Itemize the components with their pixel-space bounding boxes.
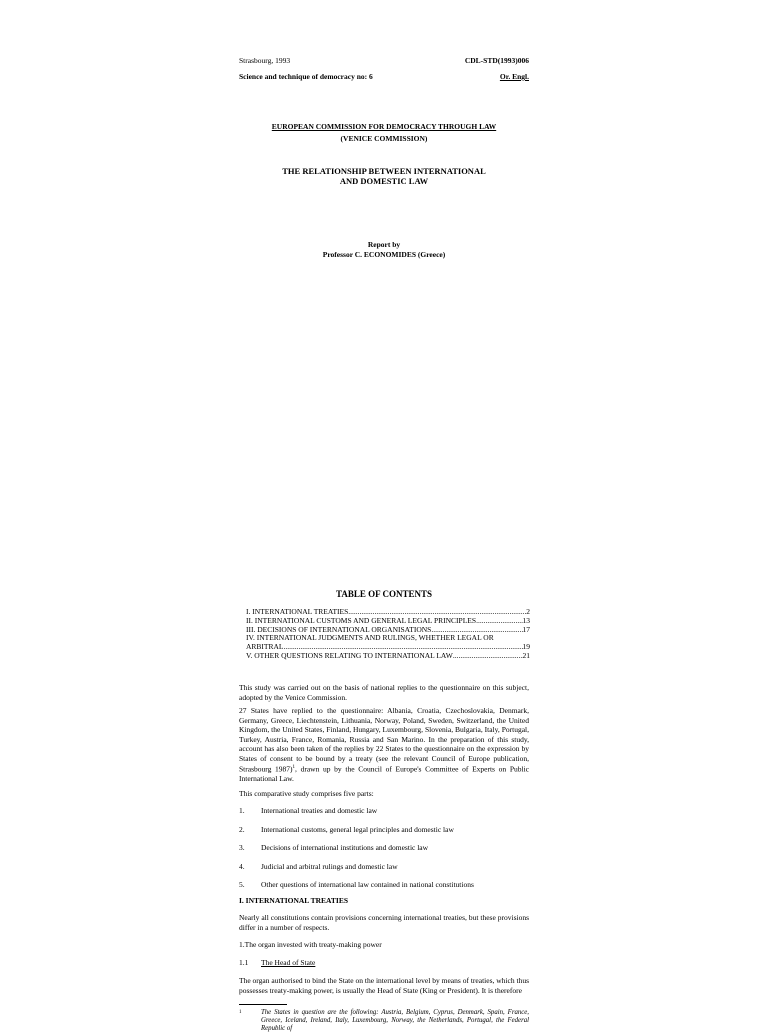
list-item-text: International customs, general legal principles and domestic law [261,824,454,834]
title-line-2: AND DOMESTIC LAW [339,176,429,186]
toc-entry-page: 2 [526,607,530,616]
states-text: 27 States have replied to the questionnaire: Albania, Croatia, Czechoslovakia, Denmark, Germany, Greece, Liechtenstein, Lithuania, Norway, Poland, Sweden, Switzerland, the United Kingdom, the United States, Finland, Hungary, Luxembourg, Slovenia, Bulgaria, Italy, Portugal, Turkey, Austria, France, Romania, Russia and San Marino. In the preparation of this study, account has also been taken of the replies by 22 States to the questionnaire on the expression by States of consent to be bound by a treaty (see the relevant Council of Europe publication, Strasbourg 1987) [239,706,529,774]
list-item-number: 1. [239,806,245,815]
parts-list [239,806,529,899]
footnote [239,1009,529,1033]
toc-entry-page: 13 [522,615,530,625]
report-by-label: Report by [367,240,401,249]
report-author: Professor C. ECONOMIDES (Greece) [322,249,446,259]
head-of-state-paragraph: The organ authorised to bind the State on the international level by means of treaties, which thus possesses treaty-making power, is usually the Head of State (King or President). It is therefore [239,976,529,995]
parts-intro: This comparative study comprises five parts: [239,789,374,798]
subsubsection-title: The Head of State [261,958,316,967]
states-text-end: , drawn up by the Council of Europe's Committee of Experts on Public International Law. [239,764,529,783]
toc-entry-label: ARBITRAL [246,642,284,652]
list-item [239,843,529,862]
toc-entry-page: 21 [522,650,530,660]
commission-subname: (VENICE COMMISSION) [340,134,428,143]
toc-heading: TABLE OF CONTENTS [335,589,433,599]
toc-entry-page: 19 [522,642,530,652]
list-item-number: 3. [239,843,245,852]
subsection-heading: 1.The organ invested with treaty-making power [239,940,382,949]
subsubsection-heading [239,958,315,968]
table-of-contents [246,608,530,661]
toc-leader [476,617,522,626]
place-year: Strasbourg, 1993 [239,56,291,65]
list-item-text: Decisions of international institutions and domestic law [261,843,429,852]
report-by [239,240,529,259]
list-item-text: Other questions of international law contained in national constitutions [261,880,474,889]
toc-entry-label: III. DECISIONS OF INTERNATIONAL ORGANISATIONS [246,624,432,634]
toc-leader [453,652,523,661]
list-item-number: 5. [239,880,245,889]
title-line-1: THE RELATIONSHIP BETWEEN INTERNATIONAL [282,166,486,176]
list-item-number: 4. [239,861,245,871]
document-title [239,166,529,186]
footnote-number: 1 [239,1010,242,1015]
toc-entry-page: 17 [522,624,530,634]
intro-paragraph: This study was carried out on the basis of national replies to the questionnaire on this subject, adopted by the Venice Commission. [239,683,529,702]
list-item-number: 2. [239,824,245,834]
doc-code: CDL-STD(1993)006 [464,56,529,65]
states-paragraph [239,706,529,784]
list-item [239,862,529,881]
toc-entry[interactable] [246,652,530,661]
section-heading: I. INTERNATIONAL TREATIES [239,896,348,905]
series-label: Science and technique of democracy no: 6 [239,72,373,81]
toc-entry-label: IV. INTERNATIONAL JUDGMENTS AND RULINGS, WHETHER LEGAL OR [246,633,494,643]
toc-entry[interactable] [246,634,530,643]
original-language: Or. Engl. [499,72,529,81]
footnote-text: The States in question are the following: Austria, Belgium, Cyprus, Denmark, Spain, France, Greece, Iceland, Ireland, Italy, Luxembourg, Norway, the Netherlands, Portugal, the Federal Republic of [261,1009,529,1032]
toc-entry-label: II. INTERNATIONAL CUSTOMS AND GENERAL LEGAL PRINCIPLES [246,615,477,625]
subsubsection-number: 1.1 [239,958,249,967]
toc-entry-label: I. INTERNATIONAL TREATIES [246,607,349,616]
list-item-text: International treaties and domestic law [261,806,378,815]
footnote-separator [239,1004,287,1005]
section-intro-paragraph: Nearly all constitutions contain provisions concerning international treaties, but these provisions differ in a number of respects. [239,913,529,932]
list-item-text: Judicial and arbitral rulings and domestic law [261,861,398,871]
commission-name: EUROPEAN COMMISSION FOR DEMOCRACY THROUGH LAW [271,122,497,131]
list-item [239,825,529,844]
toc-entry-label: V. OTHER QUESTIONS RELATING TO INTERNATIONAL LAW [246,650,453,660]
footnote-ref[interactable]: 1 [292,765,296,770]
list-item [239,806,529,825]
